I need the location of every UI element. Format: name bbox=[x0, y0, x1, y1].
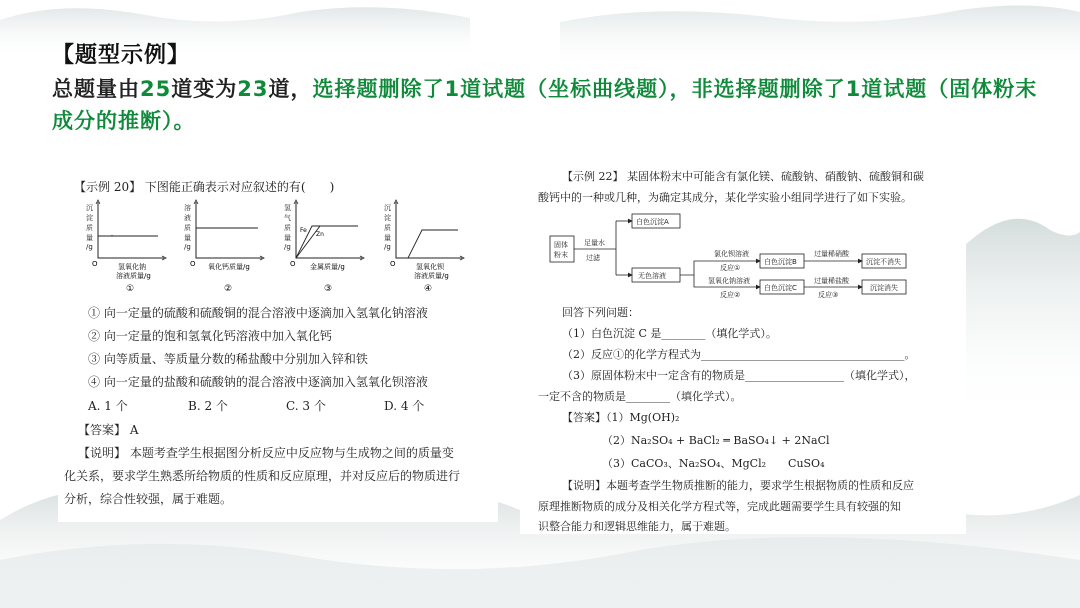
flow-acid2-bottom: 反应③ bbox=[818, 291, 839, 298]
graph-1-index: ① bbox=[126, 284, 135, 294]
example-20-explain-3: 分析，综合性较强，属于难题。 bbox=[64, 492, 233, 506]
graph-4-xlabel-0: 氢氧化钡 bbox=[416, 263, 444, 271]
graph-4-ylabel-3: 量 bbox=[384, 234, 391, 242]
flow-dissolve: 沉淀消失 bbox=[870, 284, 898, 292]
flow-step1-bottom: 过滤 bbox=[586, 254, 600, 262]
example-22-title-1: 【示例 22】 某固体粉末中可能含有氯化镁、硫酸钠、硝酸钠、硫酸铜和碳 bbox=[562, 170, 924, 183]
graph-1 bbox=[86, 200, 166, 294]
answer-1: 【答案】（1）Mg(OH)₂ bbox=[562, 411, 680, 424]
question-3a: （3）原固体粉末中一定含有的物质是__________________（填化学式）， bbox=[562, 369, 916, 382]
graph-1-ylabel-4: /g bbox=[86, 243, 93, 251]
graph-1-ylabel-0: 沉 bbox=[86, 204, 93, 212]
question-count-to: 23 bbox=[237, 77, 269, 101]
statement-3: ③ 向等质量、等质量分数的稀盐酸中分别加入锌和铁 bbox=[88, 352, 368, 366]
example-22-explain-2: 原理推断物质的成分及相关化学方程式等，完成此题需要学生具有较强的知 bbox=[538, 500, 901, 513]
option-c: C. 3 个 bbox=[286, 399, 326, 413]
graph-4-origin: O bbox=[390, 260, 396, 268]
example-20-explain-2: 化关系，要求学生熟悉所给物质的性质和反应原理，并对反应后的物质进行 bbox=[64, 469, 461, 483]
questions-intro: 回答下列问题： bbox=[562, 306, 639, 319]
flow-acid2-top: 过量稀盐酸 bbox=[814, 277, 849, 285]
graph-3-ylabel-0: 氢 bbox=[284, 204, 291, 212]
flow-r2-top: 氢氧化钠溶液 bbox=[708, 277, 750, 285]
graph-2-ylabel-2: 质 bbox=[184, 224, 191, 232]
option-b: B. 2 个 bbox=[188, 399, 228, 413]
graph-1-xlabel-1: 溶液质量/g bbox=[116, 272, 151, 280]
graph-1-ylabel-2: 质 bbox=[86, 224, 93, 232]
summary-highlight: 选择题删除了1道试题（坐标曲线题），非选择题删除了1道试题（固体粉末成分的推断）。 bbox=[52, 77, 1038, 133]
summary-part2: 道变为 bbox=[171, 77, 238, 101]
example-20-answer: 【答案】 A bbox=[78, 423, 139, 437]
graph-4-ylabel-0: 沉 bbox=[384, 204, 391, 212]
graph-1-ylabel-1: 淀 bbox=[86, 214, 93, 222]
summary-text bbox=[52, 73, 1052, 137]
graph-3-ylabel-1: 气 bbox=[284, 214, 291, 222]
graphs-panel bbox=[78, 198, 478, 296]
graph-3-origin: O bbox=[290, 260, 296, 268]
graph-2-ylabel-0: 溶 bbox=[184, 204, 191, 212]
flow-colorless: 无色溶液 bbox=[638, 272, 666, 280]
flow-r1-bottom: 反应① bbox=[720, 264, 741, 272]
graph-1-xlabel-0: 氢氧化钠 bbox=[118, 263, 146, 271]
graph-3-index: ③ bbox=[324, 284, 333, 294]
example-22-explain-3: 识整合能力和逻辑思维能力，属于难题。 bbox=[538, 520, 736, 533]
graph-2-ylabel-3: 量 bbox=[184, 234, 191, 242]
answer-2: （2）Na₂SO₄ + BaCl₂ ═ BaSO₄↓ + 2NaCl bbox=[602, 434, 830, 447]
graph-1-origin: O bbox=[92, 260, 98, 268]
graph-3-ylabel-3: 量 bbox=[284, 234, 291, 242]
flow-r2-bottom: 反应② bbox=[720, 291, 741, 298]
flow-white-ppt-c: 白色沉淀C bbox=[764, 284, 797, 292]
statement-4: ④ 向一定量的盐酸和硫酸钠的混合溶液中逐滴加入氢氧化钡溶液 bbox=[88, 375, 428, 389]
graph-4-xlabel-1: 溶液质量/g bbox=[414, 272, 449, 280]
flow-acid1: 过量稀硝酸 bbox=[814, 250, 849, 258]
graph-3-curve-fe: Fe bbox=[300, 227, 307, 234]
example-20-explain-1: 【说明】 本题考查学生根据图分析反应中反应物与生成物之间的质量变 bbox=[78, 446, 454, 460]
graph-4-ylabel-1: 淀 bbox=[384, 214, 391, 222]
experiment-flowchart bbox=[548, 210, 948, 298]
graph-2-ylabel-4: /g bbox=[184, 243, 191, 251]
graph-3-curve-zn: Zn bbox=[316, 231, 324, 238]
flow-step1-top: 足量水 bbox=[584, 239, 605, 247]
slide-header bbox=[52, 38, 1052, 137]
flow-no-dissolve: 沉淀不消失 bbox=[866, 258, 901, 266]
answer-3: （3）CaCO₃、Na₂SO₄、MgCl₂ CuSO₄ bbox=[602, 457, 825, 470]
section-tag: 【题型示例】 bbox=[52, 43, 191, 68]
option-d: D. 4 个 bbox=[384, 399, 425, 413]
graph-1-ylabel-3: 量 bbox=[86, 234, 93, 242]
summary-part3: 道， bbox=[268, 77, 313, 101]
graph-4-ylabel-4: /g bbox=[384, 243, 391, 251]
statement-1: ① 向一定量的硫酸和硫酸铜的混合溶液中逐滴加入氢氧化钠溶液 bbox=[88, 306, 428, 320]
example-22-title-2: 酸钙中的一种或几种，为确定其成分，某化学实验小组同学进行了如下实验。 bbox=[538, 191, 912, 204]
statement-2: ② 向一定量的饱和氢氧化钙溶液中加入氧化钙 bbox=[88, 329, 332, 343]
example-20-title: 【示例 20】 下图能正确表示对应叙述的有( ) bbox=[74, 180, 335, 194]
question-3b: 一定不含的物质是________（填化学式）。 bbox=[538, 390, 742, 403]
example-20-card bbox=[58, 162, 498, 522]
graph-4-index: ④ bbox=[424, 284, 433, 294]
summary-part1: 总题量由 bbox=[52, 77, 140, 101]
graph-2-xlabel-0: 氧化钙质量/g bbox=[208, 263, 250, 271]
flow-white-ppt-a: 白色沉淀A bbox=[636, 218, 669, 226]
graph-2-origin: O bbox=[190, 260, 196, 268]
graph-2-ylabel-1: 液 bbox=[184, 214, 191, 222]
graph-4-ylabel-2: 质 bbox=[384, 224, 391, 232]
option-a: A. 1 个 bbox=[88, 399, 128, 413]
graph-2-index: ② bbox=[224, 284, 233, 294]
example-22-card bbox=[520, 162, 966, 534]
flow-r1-top: 氯化钡溶液 bbox=[714, 250, 749, 258]
graph-2 bbox=[184, 200, 264, 294]
question-count-from: 25 bbox=[140, 77, 172, 101]
flow-white-ppt-b: 白色沉淀B bbox=[764, 258, 797, 266]
graph-3-ylabel-2: 质 bbox=[284, 224, 291, 232]
graph-3-xlabel-0: 金属质量/g bbox=[310, 263, 345, 271]
graph-3-ylabel-4: /g bbox=[284, 243, 291, 251]
question-2: （2）反应①的化学方程式为_____________________________________。 bbox=[562, 348, 916, 361]
flow-start-1: 粉末 bbox=[554, 251, 568, 259]
graph-3 bbox=[284, 200, 364, 294]
graph-4 bbox=[384, 200, 464, 294]
example-22-explain-1: 【说明】本题考查学生物质推断的能力，要求学生根据物质的性质和反应 bbox=[562, 479, 914, 492]
flow-start-0: 固体 bbox=[554, 241, 568, 249]
question-1: （1）白色沉淀 C 是________（填化学式）。 bbox=[562, 327, 777, 340]
